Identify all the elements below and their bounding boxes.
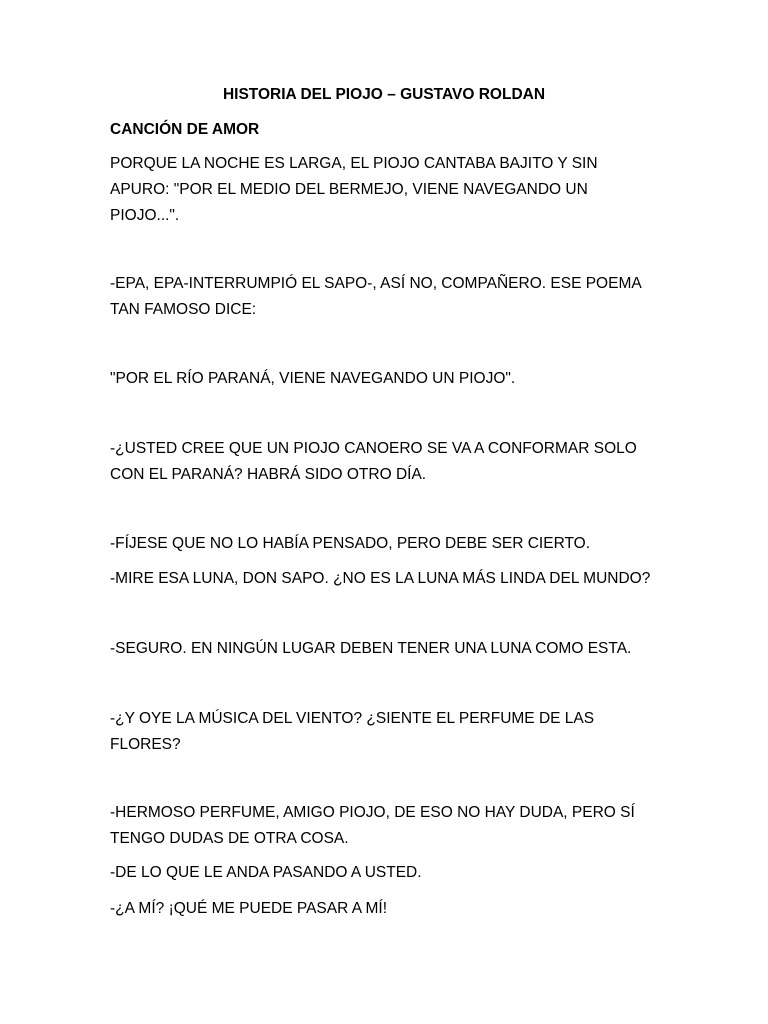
paragraph: -¿Y OYE LA MÚSICA DEL VIENTO? ¿SIENTE EL PERFUME DE LAS FLORES? — [110, 710, 595, 753]
paragraph: -MIRE ESA LUNA, DON SAPO. ¿NO ES LA LUNA MÁS LINDA DEL MUNDO? — [110, 570, 651, 587]
paragraph: -HERMOSO PERFUME, AMIGO PIOJO, DE ESO NO HAY DUDA, PERO SÍ TENGO DUDAS DE OTRA COSA. — [110, 804, 635, 847]
paragraph: -FÍJESE QUE NO LO HABÍA PENSADO, PERO DEBE SER CIERTO. — [110, 535, 591, 552]
paragraph: PORQUE LA NOCHE ES LARGA, EL PIOJO CANTABA BAJITO Y SIN APURO: "POR EL MEDIO DEL BERMEJO, VIENE NAVEGANDO UN PIOJO...". — [110, 155, 598, 224]
paragraph: "POR EL RÍO PARANÁ, VIENE NAVEGANDO UN PIOJO". — [110, 370, 516, 387]
paragraph: -DE LO QUE LE ANDA PASANDO A USTED. — [110, 864, 422, 881]
document-title: HISTORIA DEL PIOJO – GUSTAVO ROLDAN — [222, 86, 546, 103]
paragraph: -EPA, EPA-INTERRUMPIÓ EL SAPO-, ASÍ NO, COMPAÑERO. ESE POEMA TAN FAMOSO DICE: — [110, 275, 642, 318]
paragraph: -¿A MÍ? ¡QUÉ ME PUEDE PASAR A MÍ! — [110, 900, 388, 917]
paragraph: -SEGURO. EN NINGÚN LUGAR DEBEN TENER UNA LUNA COMO ESTA. — [110, 640, 632, 657]
chapter-title: CANCIÓN DE AMOR — [110, 121, 260, 138]
paragraph: -¿USTED CREE QUE UN PIOJO CANOERO SE VA A CONFORMAR SOLO CON EL PARANÁ? HABRÁ SIDO OTRO DÍA. — [110, 440, 637, 483]
